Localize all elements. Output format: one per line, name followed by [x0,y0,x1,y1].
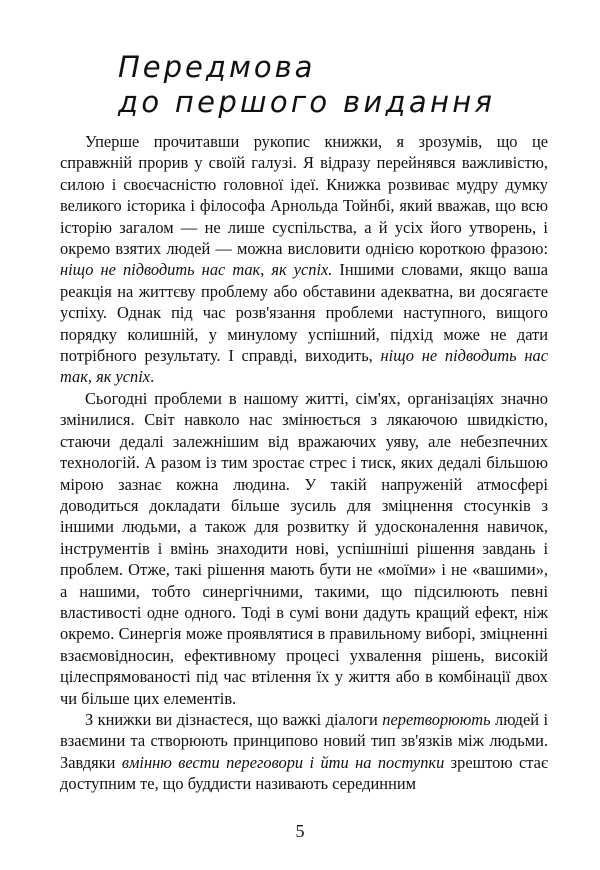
emphasis-text: ніщо не підводить нас так, як успіх [60,346,548,387]
emphasis-text: перетворюють [382,709,491,729]
paragraph-text: Іншими словами, якщо ваша реакція на життєву проблему або обставини адекватна, ви досягаєте успіху. Однак під час розв'язання проблеми наступного, вищого порядку колишній, у минулому успішний, підхід може не дати потрібного результату. І справді, виходить, [60,260,549,366]
paragraph-text: З книжки ви дізнаєтеся, що важкі діалоги [85,709,383,729]
chapter-title-line-1: Передмова [118,50,316,84]
paragraph-text: людей і взаємини та створюють принципово новий тип зв'язків між людьми. Завдяки [60,709,548,772]
chapter-title [118,50,558,120]
chapter-title-line-2: до першого видання [118,85,496,119]
paragraph-text: Сьогодні проблеми в нашому житті, сім'ях, організаціях значно змінилися. Світ навколо нас змінюється з лякаючою швидкістю, стаючи дедалі залежнішим від вражаючих уяву, але небезпечних технологій. А разом із тим зростає стрес і тиск, яких дедалі більшою мірою зазнає кожна людина. У такій напруженій атмосфері доводиться докладати більше зусиль для зміцнення стосунків з іншими людьми, а також для розвитку й удосконалення навичок, інструментів і вмінь знаходити нові, успішніші рішення завдань і проблем. Отже, такі рішення мають бути не «моїми» і не «вашими», а нашими, тобто синергічними, такими, що підсилюють певні властивості одне одного. Тоді в сумі вони дадуть кращий ефект, ніж окремо. Синергія може проявлятися в правильному виборі, зміцненні взаємовідносин, ефективному процесі ухвалення рішень, високій цілеспрямованості під час втілення їх у життя або в комбінації двох чи більше цих елементів. [60,388,548,708]
body-text [60,131,548,795]
page-number: 5 [295,821,305,841]
paragraph-3 [60,709,548,795]
emphasis-text: вмінню вести переговори і йти на поступки [121,752,445,772]
paragraph-2 [60,388,548,709]
paragraph-text: Уперше прочитавши рукопис книжки, я зрозумів, що це справжній прорив у своїй галузі. Я відразу перейнявся важливістю, силою і своєчасністю головної ідеї. Книжка розвиває мудру думку великого історика і філософа Арнольда Тойнбі, який вважав, що всю історію загалом — не лише суспільства, а й усіх його утворень, і окремо взятих людей — можна висловити однією короткою фразою: [60,132,548,259]
paragraph-text: зрештою стає доступним те, що буддисти називають серединним [60,752,548,794]
paragraph-1 [60,131,548,388]
emphasis-text: ніщо не підводить нас так, як успіх. [60,260,333,280]
paragraph-text: . [150,367,155,387]
